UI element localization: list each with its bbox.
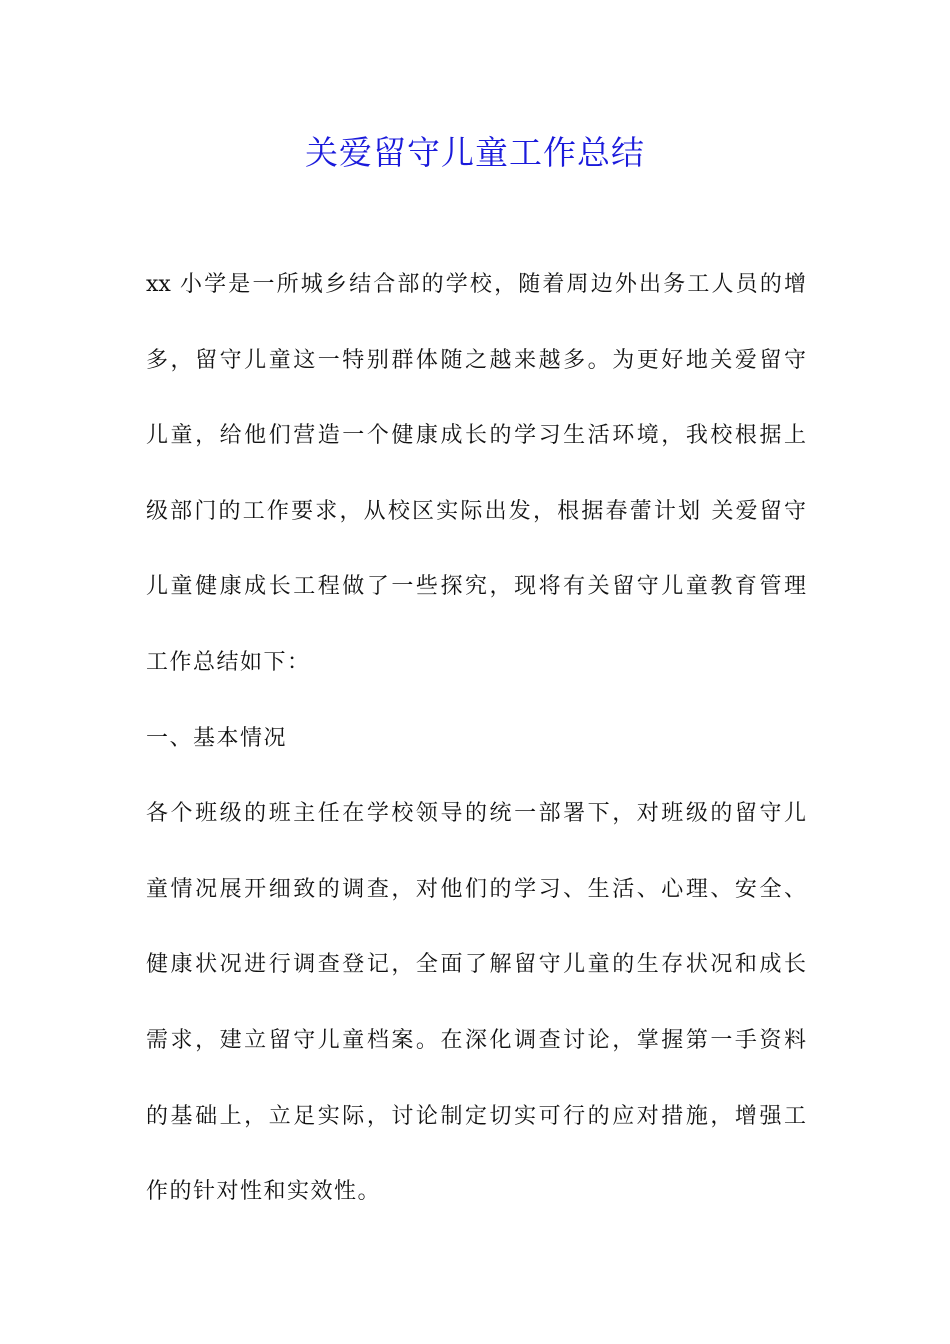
paragraph-line: 儿童健康成长工程做了一些探究，现将有关留守儿童教育管理 <box>146 574 806 600</box>
paragraph-line: 多，留守儿童这一特别群体随之越来越多。为更好地关爱留守 <box>146 347 806 373</box>
paragraph-line: 各个班级的班主任在学校领导的统一部署下，对班级的留守儿 <box>146 801 806 827</box>
paragraph-line: 需求，建立留守儿童档案。在深化调查讨论，掌握第一手资料 <box>146 1027 806 1053</box>
document-body <box>146 262 806 1245</box>
section-heading: 一、基本情况 <box>146 725 288 751</box>
paragraph-line: 作的针对性和实效性。 <box>146 1179 382 1205</box>
paragraph-line: 儿童，给他们营造一个健康成长的学习生活环境，我校根据上 <box>146 423 806 449</box>
paragraph-line: 级部门的工作要求，从校区实际出发，根据春蕾计划 关爱留守 <box>146 498 806 524</box>
paragraph-line: 健康状况进行调查登记，全面了解留守儿童的生存状况和成长 <box>146 952 806 978</box>
paragraph-line: 童情况展开细致的调查，对他们的学习、生活、心理、安全、 <box>146 876 806 902</box>
paragraph-line: xx 小学是一所城乡结合部的学校，随着周边外出务工人员的增 <box>146 272 806 297</box>
document-title: 关爱留守儿童工作总结 <box>305 133 645 172</box>
paragraph-line: 的基础上，立足实际，讨论制定切实可行的应对措施，增强工 <box>146 1103 806 1129</box>
paragraph-line: 工作总结如下： <box>146 649 311 675</box>
